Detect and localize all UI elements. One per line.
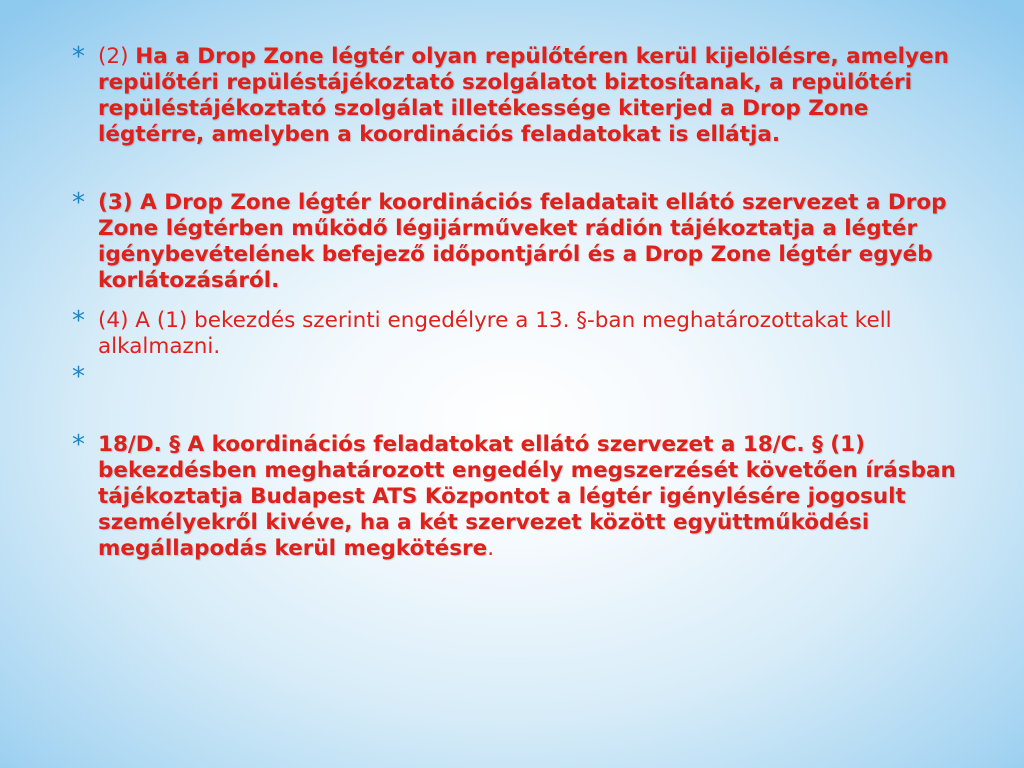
paragraph-text: (4) A (1) bekezdés szerinti engedélyre a 13. §-ban meghatározottakat kell alkalmazni. (98, 308, 892, 359)
paragraph-number: (2) (98, 44, 136, 69)
slide-content (70, 44, 970, 562)
bullet-star-icon: * (72, 306, 85, 336)
bullet-empty (70, 364, 970, 390)
paragraph-text: Ha a Drop Zone légtér olyan repülőtéren kerül kijelölésre, amelyen repülőtéri repüléstájékoztató szolgálatot biztosítanak, a repülőtéri repüléstájékoztató szolgálat illetékessége kiterjed a Drop Zone légtérre, amelyben a koordinációs feladatokat is ellátja. (98, 44, 949, 147)
paragraph-end-period: . (487, 536, 495, 561)
bullet-section-18d (70, 432, 970, 562)
bullet-star-icon: * (72, 42, 85, 72)
bullet-star-icon: * (72, 362, 85, 392)
bullet-star-icon: * (72, 188, 85, 218)
bullet-paragraph-2 (70, 44, 970, 148)
bullet-paragraph-4 (70, 308, 970, 360)
bullet-star-icon: * (72, 430, 85, 460)
paragraph-text: 18/D. § A koordinációs feladatokat ellátó szervezet a 18/C. § (1) bekezdésben meghatározott engedély megszerzését követően írásban tájékoztatja Budapest ATS Központot a légtér igénylésére jogosult személyekről kivéve, ha a két szervezet között együttműködési megállapodás kerül megkötésre (98, 432, 956, 561)
paragraph-text: (3) A Drop Zone légtér koordinációs feladatait ellátó szervezet a Drop Zone légtérben működő légijárműveket rádión tájékoztatja a légtér igénybevételének befejező időpontjáról és a Drop Zone légtér egyéb korlátozásáról. (98, 190, 947, 293)
bullet-paragraph-3 (70, 190, 970, 294)
